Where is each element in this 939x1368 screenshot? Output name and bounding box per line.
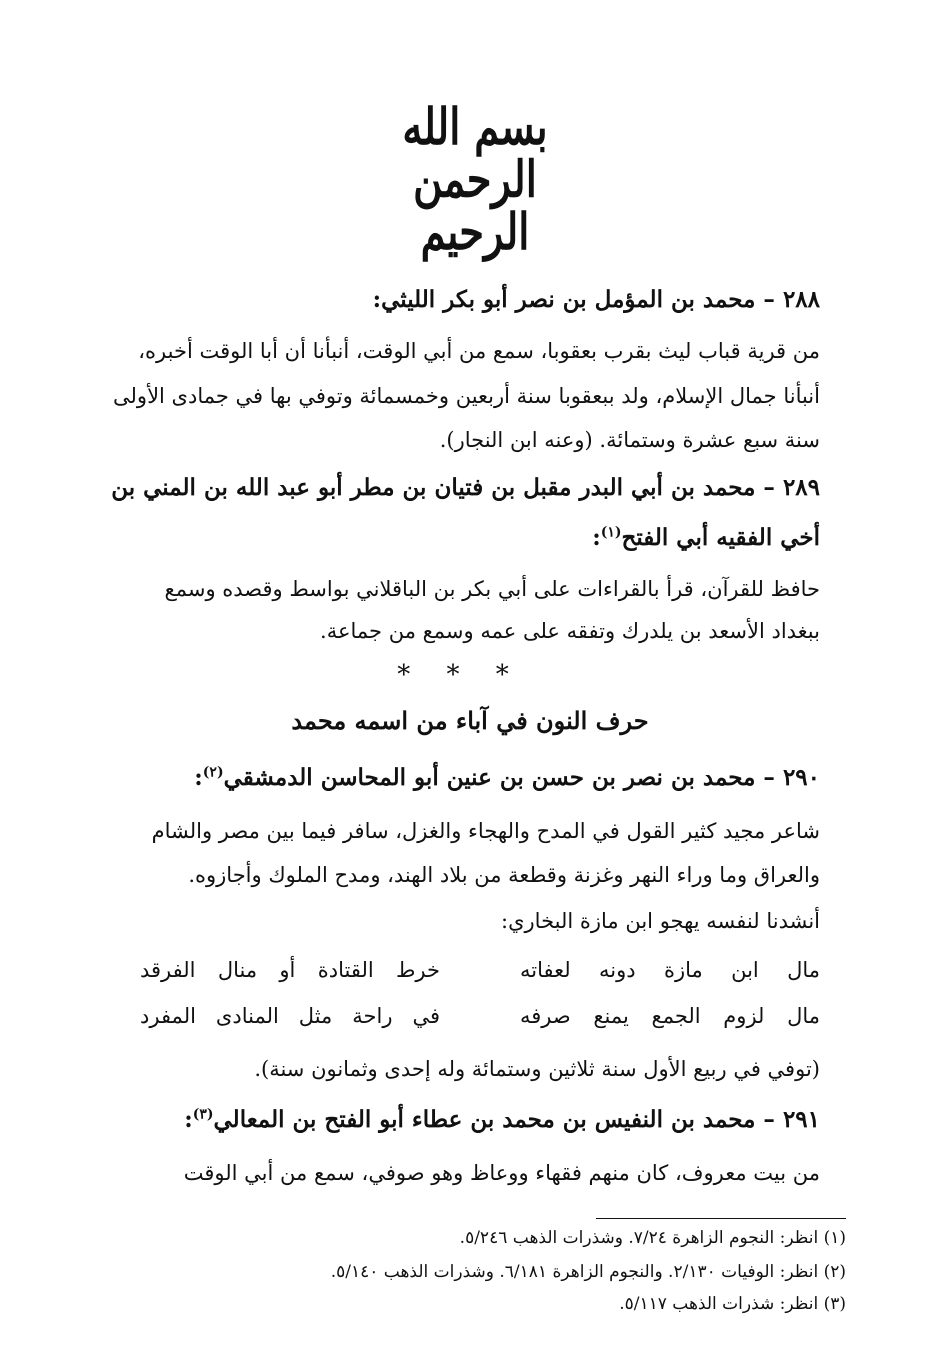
entry-290-line-1: شاعر مجيد كثير القول في المدح والهجاء والغزل، سافر فيما بين مصر والشام	[151, 819, 820, 843]
verse-1-second-hemistich: خرط القتادة أو منال الفرقد	[140, 958, 440, 982]
entry-290-death-note: (توفي في ربيع الأول سنة ثلاثين وستمائة وله إحدى وثمانون سنة).	[254, 1057, 820, 1081]
footnote-1: (١) انظر: النجوم الزاهرة ٧/٢٤. وشذرات الذهب ٥/٢٤٦.	[459, 1228, 846, 1248]
entry-290-line-2: والعراق وما وراء النهر وغزنة وقطعة من بلاد الهند، ومدح الملوك وأجازوه.	[188, 863, 820, 887]
entry-289-line-2: ببغداد الأسعد بن يلدرك وتفقه على عمه وسمع من جماعة.	[320, 619, 820, 643]
entry-288-line-3: سنة سبع عشرة وستمائة. (وعنه ابن النجار).	[439, 428, 820, 452]
footnote-ref-2[interactable]: (٢)	[202, 764, 224, 781]
entry-288-line-1: من قرية قباب ليث بقرب بعقوبا، سمع من أبي الوقت، أنبأنا أن أبا الوقت أخبره،	[138, 339, 820, 363]
entry-290-heading-text: ٢٩٠ – محمد بن نصر بن حسن بن عنين أبو المحاسن الدمشقي	[223, 764, 820, 791]
entry-291-line-1: من بيت معروف، كان منهم فقهاء ووعاظ وهو صوفي، سمع من أبي الوقت	[183, 1161, 820, 1185]
footnote-2: (٢) انظر: الوفيات ٢/١٣٠. والنجوم الزاهرة ٦/١٨١. وشذرات الذهب ٥/١٤٠.	[330, 1262, 846, 1282]
footnote-ref-3[interactable]: (٣)	[192, 1106, 214, 1123]
entry-291-heading-text: ٢٩١ – محمد بن النفيس بن محمد بن عطاء أبو الفتح بن المعالي	[213, 1106, 820, 1133]
verse-2-first-hemistich: مال لزوم الجمع يمنع صرفه	[520, 1004, 820, 1028]
footnote-ref-1[interactable]: (١)	[600, 524, 622, 541]
entry-289-heading-text: أخي الفقيه أبي الفتح	[621, 524, 820, 551]
entry-288-line-2: أنبأنا جمال الإسلام، ولد ببعقوبا سنة أربعين وخمسمائة وتوفي بها في جمادى الأولى	[113, 384, 820, 408]
verse-2-second-hemistich: في راحة مثل المنادى المفرد	[140, 1004, 440, 1028]
entry-289-line-1: حافظ للقرآن، قرأ بالقراءات على أبي بكر بن الباقلاني بواسط وقصده وسمع	[164, 577, 820, 601]
verse-1-first-hemistich: مال ابن مازة دونه لعفاته	[520, 958, 820, 982]
entry-289-heading-line-1: ٢٨٩ – محمد بن أبي البدر مقبل بن فتيان بن مطر أبو عبد الله بن المني بن	[111, 474, 820, 501]
footnote-3: (٣) انظر: شذرات الذهب ٥/١١٧.	[619, 1294, 846, 1314]
entry-291-heading: ٢٩١ – محمد بن النفيس بن محمد بن عطاء أبو الفتح بن المعالي$^{(٣)}$:	[184, 1106, 820, 1133]
footnote-divider	[596, 1218, 846, 1219]
entry-289-heading-line-2: أخي الفقيه أبي الفتح$^{(١)}$:	[592, 524, 820, 551]
entry-288-heading: ٢٨٨ – محمد بن المؤمل بن نصر أبو بكر الليثي:	[372, 286, 820, 313]
entry-290-poem-intro: أنشدنا لنفسه يهجو ابن مازة البخاري:	[501, 909, 820, 933]
entry-290-heading: ٢٩٠ – محمد بن نصر بن حسن بن عنين أبو المحاسن الدمشقي$^{(٢)}$:	[194, 764, 820, 791]
section-separator: * * *	[397, 660, 523, 690]
poem-verse-2	[140, 1004, 820, 1028]
basmala-calligraphy: بسم الله الرحمن الرحيم	[402, 97, 548, 262]
section-title: حرف النون في آباء من اسمه محمد	[291, 706, 649, 735]
poem-verse-1	[140, 958, 820, 982]
